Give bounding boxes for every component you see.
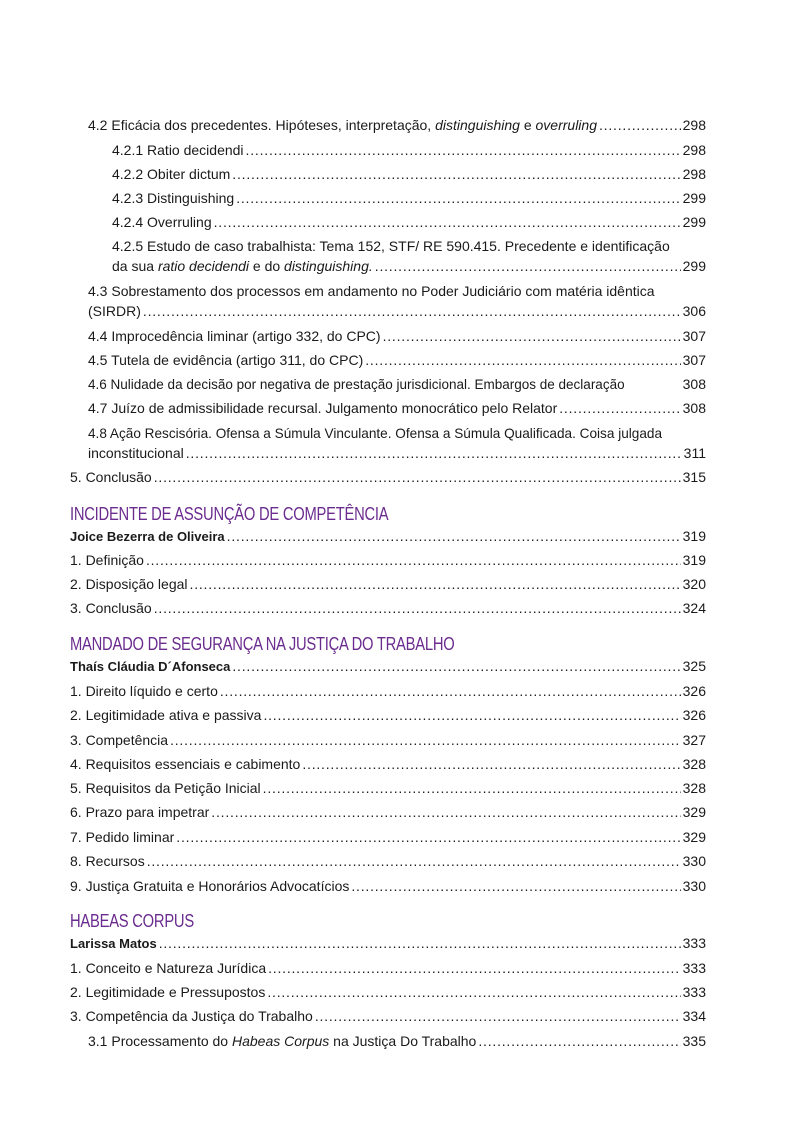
author-entry[interactable]: Thaís Cláudia D´Afonseca . . . 325 <box>70 658 706 675</box>
leader-dots <box>599 117 681 134</box>
toc-entry[interactable]: 4.2.5 Estudo de caso trabalhista: Tema 152, STF/ RE 590.415. Precedente e identificação da sua ratio decidendi e do distinguishing. . . . 299 <box>112 238 706 275</box>
toc-entry[interactable]: 3. Conclusão . . . 324 <box>70 600 706 617</box>
section-heading: HABEAS CORPUS <box>70 911 194 931</box>
toc-entry[interactable]: 9. Justiça Gratuita e Honorários Advocatícios . . . 330 <box>70 878 706 895</box>
toc-entry[interactable]: 4.4 Improcedência liminar (artigo 332, do CPC) . . . 307 <box>88 328 706 345</box>
toc-entry[interactable]: 5. Requisitos da Petição Inicial . . . 328 <box>70 780 706 797</box>
toc-entry[interactable]: 8. Recursos . . . 330 <box>70 853 706 870</box>
toc-entry[interactable]: 7. Pedido liminar . . . 329 <box>70 829 706 846</box>
author-entry[interactable]: Larissa Matos . . . 333 <box>70 935 706 952</box>
toc-entry[interactable]: 4. Requisitos essenciais e cabimento . . . 328 <box>70 756 706 773</box>
toc-entry[interactable]: 4.8 Ação Rescisória. Ofensa a Súmula Vinculante. Ofensa a Súmula Qualificada. Coisa julgada inconstitucional . . . 311 <box>88 425 706 462</box>
toc-entry[interactable]: 6. Prazo para impetrar . . . 329 <box>70 804 706 821</box>
toc-entry[interactable]: 4.2 Eficácia dos precedentes. Hipóteses, interpretação, distinguishing e overruling . . . 298 <box>88 117 706 134</box>
toc-entry[interactable]: 2. Disposição legal . . . 320 <box>70 576 706 593</box>
toc-entry[interactable]: 4.2.2 Obiter dictum . . . 298 <box>112 166 706 183</box>
toc-entry[interactable]: 2. Legitimidade e Pressupostos . . . 333 <box>70 984 706 1001</box>
toc-entry[interactable]: 1. Definição . . . 319 <box>70 552 706 569</box>
toc-entry[interactable]: 4.6 Nulidade da decisão por negativa de prestação jurisdicional. Embargos de declaração 308 <box>88 376 706 392</box>
toc-entry[interactable]: 3. Competência . . . 327 <box>70 732 706 749</box>
toc-entry[interactable]: 1. Conceito e Natureza Jurídica . . . 333 <box>70 960 706 977</box>
toc-entry[interactable]: 4.2.4 Overruling . . . 299 <box>112 214 706 231</box>
section-heading: INCIDENTE DE ASSUNÇÃO DE COMPETÊNCIA <box>70 504 389 524</box>
toc-entry[interactable]: 4.2.3 Distinguishing . . . 299 <box>112 190 706 207</box>
author-entry[interactable]: Joice Bezerra de Oliveira . . . 319 <box>70 528 706 545</box>
toc-entry[interactable]: 1. Direito líquido e certo . . . 326 <box>70 683 706 700</box>
section-heading: MANDADO DE SEGURANÇA NA JUSTIÇA DO TRABALHO <box>70 634 455 654</box>
toc-entry[interactable]: 3.1 Processamento do Habeas Corpus na Justiça Do Trabalho . . . 335 <box>88 1033 706 1050</box>
toc-entry[interactable]: 4.5 Tutela de evidência (artigo 311, do CPC) . . . 307 <box>88 352 706 369</box>
toc-entry[interactable]: 4.3 Sobrestamento dos processos em andamento no Poder Judiciário com matéria idêntica (SIRDR) . . . 306 <box>88 283 706 320</box>
page-number: 298 <box>682 117 706 133</box>
toc-entry[interactable]: 2. Legitimidade ativa e passiva . . . 326 <box>70 707 706 724</box>
toc-entry[interactable]: 5. Conclusão . . . 315 <box>70 469 706 486</box>
toc-entry[interactable]: 4.7 Juízo de admissibilidade recursal. Julgamento monocrático pelo Relator . . . 308 <box>88 400 706 417</box>
toc-entry[interactable]: 3. Competência da Justiça do Trabalho . . . 334 <box>70 1008 706 1025</box>
toc-entry[interactable]: 4.2.1 Ratio decidendi . . . 298 <box>112 142 706 159</box>
